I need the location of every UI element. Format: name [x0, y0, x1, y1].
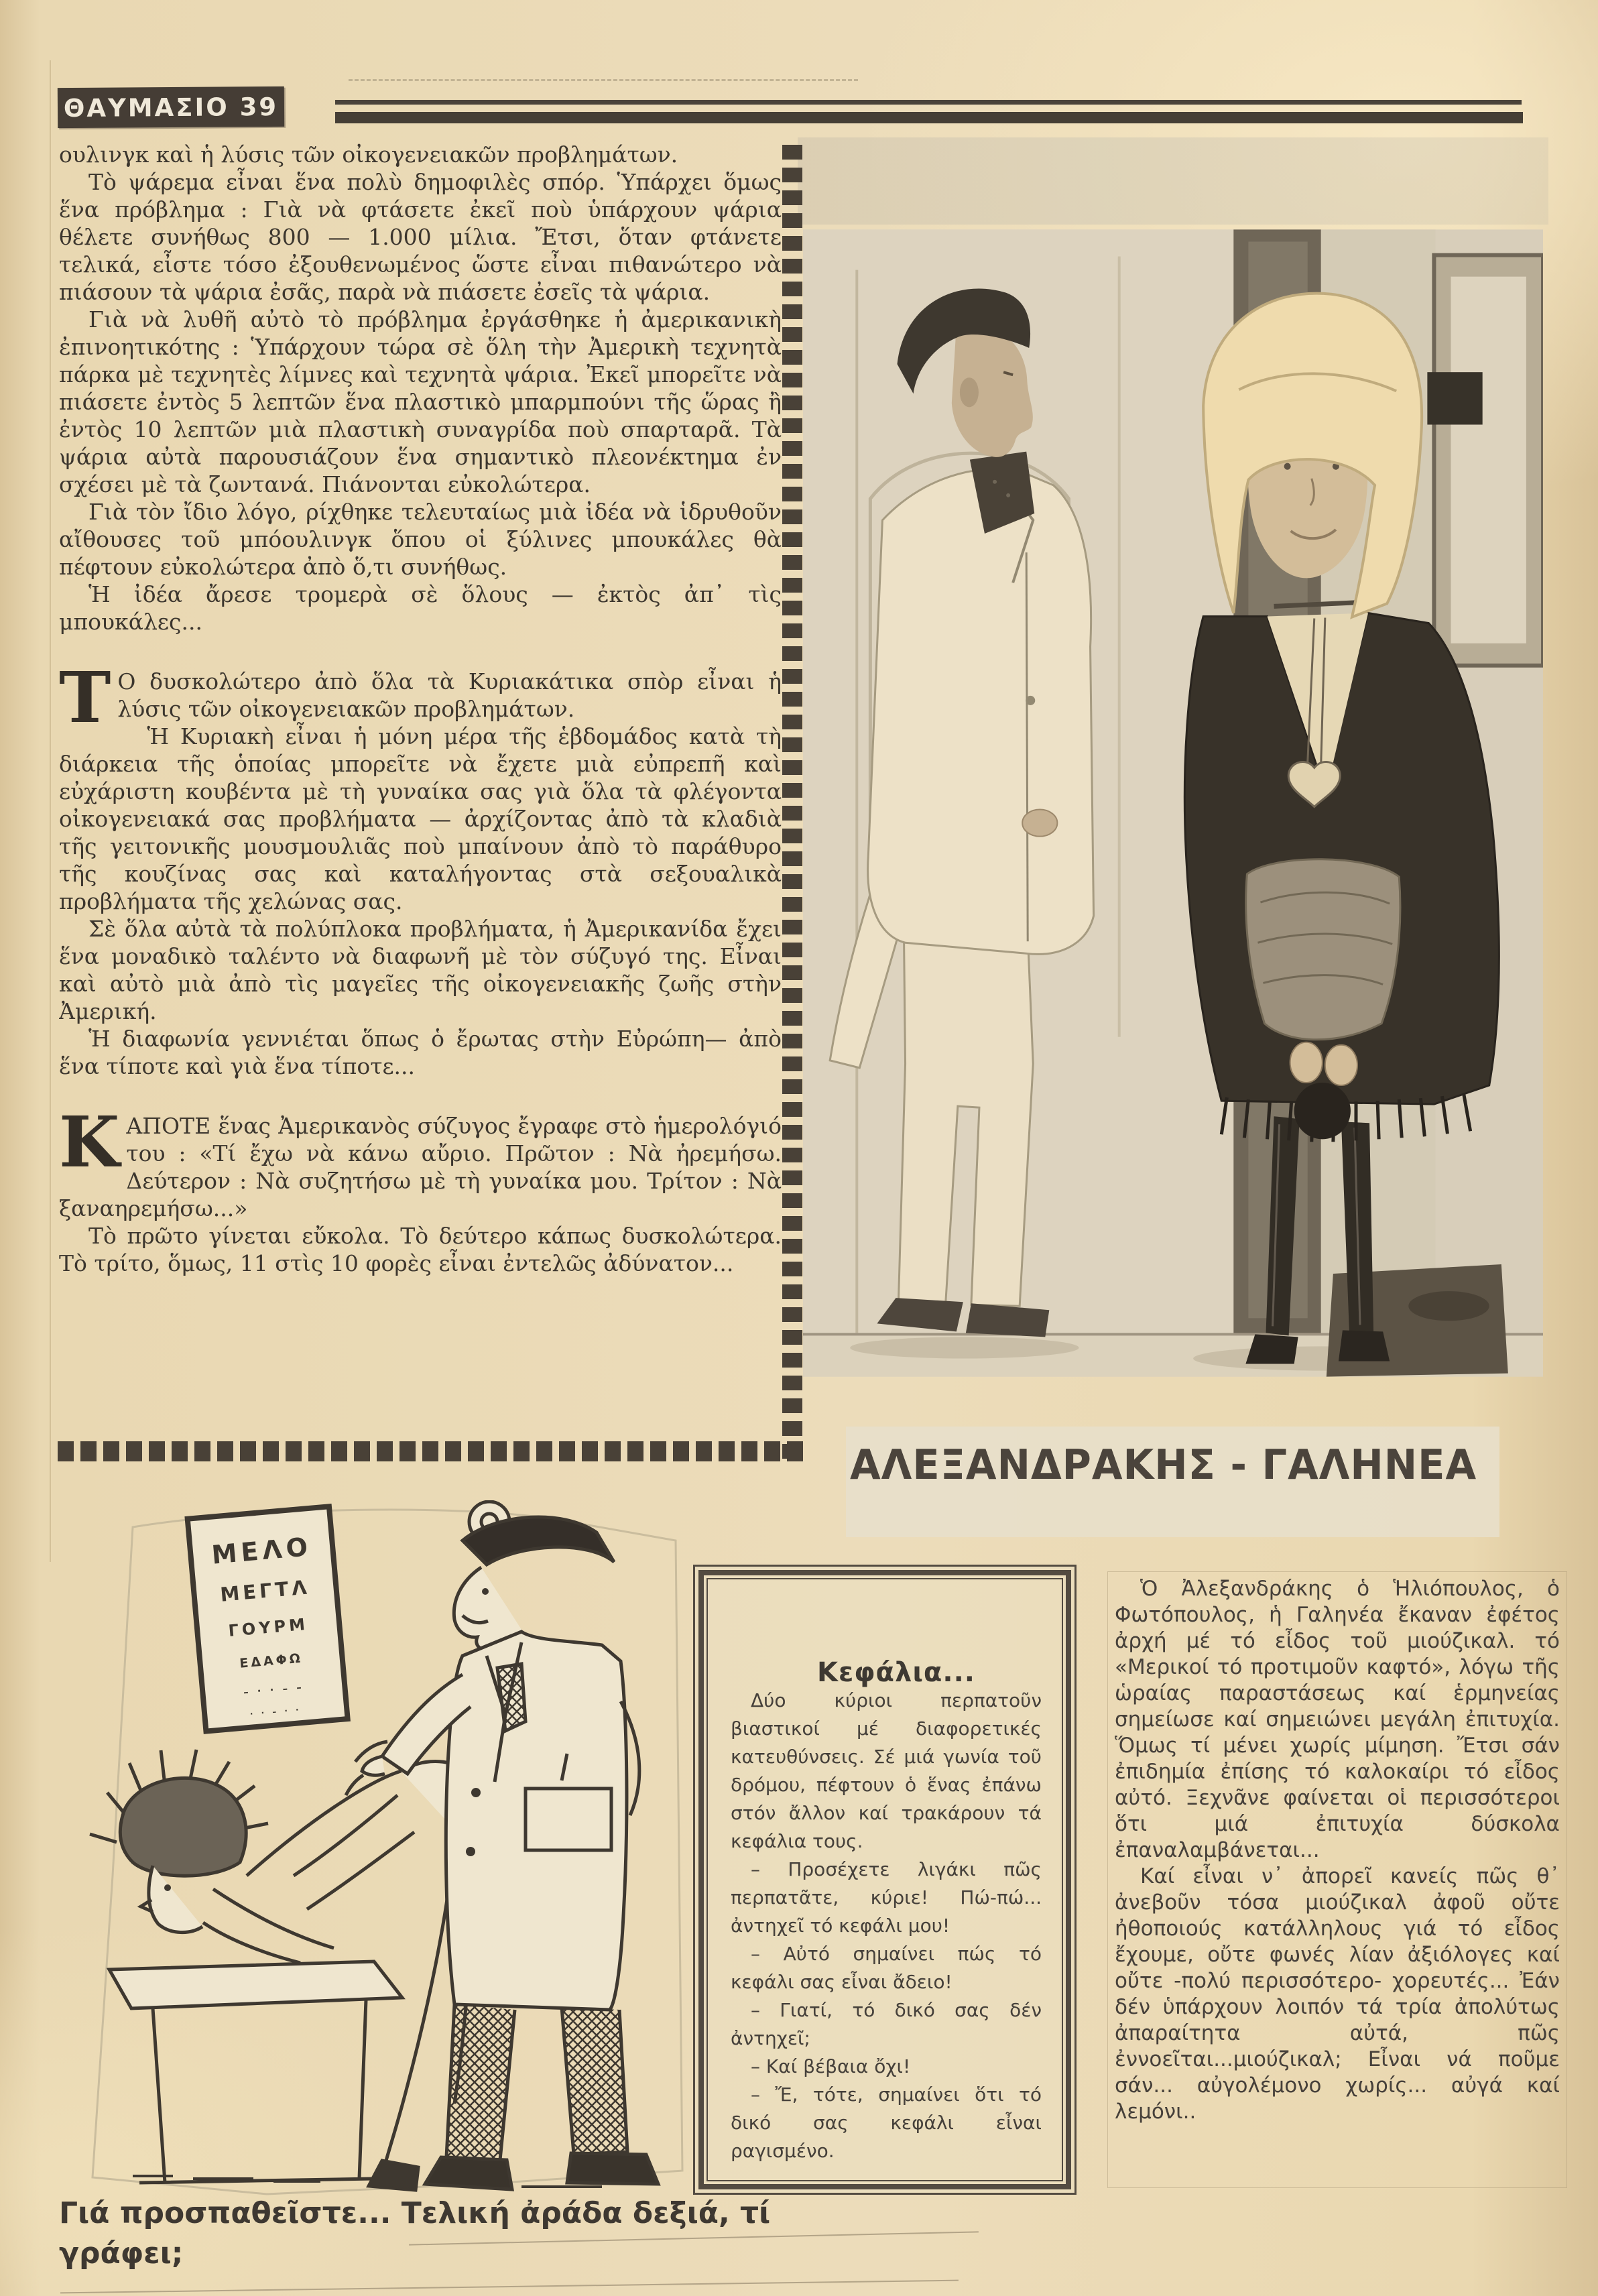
man-hand	[1022, 810, 1057, 837]
coat-button	[466, 1847, 475, 1856]
patient-heel-shoe	[369, 2161, 418, 2190]
paragraph-text: ΑΠΟΤΕ ἕνας Ἀμερικανὸς σύζυγος ἔγραφε στὸ ἡμερολόγιό του : «Τί ἔχω νὰ κάνω αὔριο. Πρῶτον : Νὰ ἠρεμήσω. Δεύτερον : Νὰ συζητήσω μὲ τὴ γυναίκα μου. Τρίτον : Νὰ ξαναηρεμήσω...»	[59, 1113, 782, 1221]
header-dotted-rule	[349, 79, 858, 81]
paragraph: Τὸ πρῶτο γίνεται εὔκολα. Τὸ δεύτερο κάπως δυσκολώτερα. Τὸ τρίτο, ὅμως, 11 στὶς 10 φορὲς εἶναι ἐντελῶς ἀδύνατον...	[59, 1223, 782, 1276]
paragraph: ουλινγκ καὶ ἡ λύσις τῶν οἰκογενειακῶν προβλημάτων.	[59, 141, 678, 168]
joke-title: Κεφάλια...	[817, 1657, 975, 1688]
woman-shoe	[1339, 1330, 1390, 1361]
eye-chart-row: ΕΔΑΦΩ	[239, 1650, 304, 1671]
dark-wall-patch	[1427, 372, 1482, 424]
eye-chart-row: ΓΟΥΡΜ	[227, 1614, 310, 1641]
article-section	[59, 656, 782, 1080]
header-thin-rule	[335, 100, 1522, 105]
joke-paragraph: Δύο κύριοι περπατοῦν βιαστικοί μέ διαφορετικές κατευθύνσεις. Σέ μιά γωνία τοῦ δρόμου, πέφτουν ὁ ἕνας ἐπάνω στόν ἄλλον καί τρακάρουν τά κεφάλια τους.	[731, 1689, 1042, 1852]
eye-chart	[188, 1506, 348, 1731]
patient-hair	[120, 1778, 246, 1876]
exam-table	[109, 1961, 402, 2183]
drop-cap: Τ	[59, 656, 111, 739]
paragraph: Σὲ ὅλα αὐτὰ τὰ πολύπλοκα προβλήματα, ἡ Ἀμερικανίδα ἔχει ἕνα μοναδικὸ ταλέντο νὰ διαφωνῆ μὲ τὸν σύζυγό της. Εἶναι καὶ αὐτὸ μιὰ ἀπὸ τὶς μαγεῖες τῆς οἰκογενειακῆς ζωῆς στὴν Ἀμερική.	[59, 916, 782, 1024]
cravat-dot	[1006, 493, 1010, 497]
joke-box-content	[706, 1578, 1063, 2181]
paragraph: Τὸ ψάρεμα εἶναι ἕνα πολὺ δημοφιλὲς σπόρ. Ὑπάρχει ὅμως ἕνα πρόβλημα : Γιὰ νὰ φτάσετε ἐκεῖ ποὺ ὑπάρχουν ψάρια θέλετε συνήθως 800 — 1.000 μίλια. Ἔτσι, ὅταν φτάνετε τελικά, εἶστε τόσο ἐξουθενωμένος ὥστε εἶναι πιθανώτερο νὰ πιάσουν τὰ ψάρια ἐσᾶς, παρὰ νὰ πιάσετε ἐσεῖς τὰ ψάρια.	[59, 169, 782, 305]
doctor-shoe	[567, 2153, 658, 2184]
doctor-hand	[362, 1756, 385, 1775]
doctor-coat	[446, 1632, 627, 2010]
joke-paragraph: – Καί βέβαια ὄχι!	[751, 2055, 911, 2077]
doctor-trousers	[446, 2004, 627, 2160]
caption-line-1: Γιά προσπαθεῖστε... Τελική ἀράδα δεξιά, τί	[59, 2196, 771, 2230]
joke-paragraph: – Γιατί, τό δικό σας δέν ἀντηχεῖ;	[731, 1999, 1042, 2049]
paragraph-with-dropcap	[59, 1101, 782, 1222]
eye-chart-row: · · – · ·	[249, 1705, 302, 1719]
caption-line-2: γράφει;	[59, 2236, 184, 2271]
joke-paragraph: – Αὐτό σημαίνει πώς τό κεφάλι σας εἶναι ἄδειο!	[731, 1943, 1042, 1993]
scan-hairline	[60, 2280, 959, 2294]
page-fold-line	[50, 60, 51, 1562]
article-section	[59, 1101, 782, 1277]
joke-paragraph: – Ἔ, τότε, σημαίνει ὅτι τό δικό σας κεφάλι εἶναι ραγισμένο.	[731, 2083, 1042, 2162]
drop-cap: Κ	[59, 1101, 120, 1183]
woman-hand	[1325, 1045, 1357, 1085]
waist-sash	[1246, 859, 1400, 1040]
header-thick-rule	[335, 112, 1523, 123]
paragraph-with-dropcap	[59, 656, 782, 739]
stage-photo	[803, 229, 1543, 1377]
vertical-checkered-divider	[782, 142, 802, 1464]
page-title: ΘΑΥΜΑΣΙΟ 39	[63, 92, 279, 123]
dark-furniture-detail	[1408, 1291, 1489, 1321]
man-jacket	[868, 469, 1094, 954]
woman-eye	[1284, 463, 1291, 470]
scan-smudge	[798, 137, 1548, 225]
paragraph: Καί εἶναι ν᾽ ἀπορεῖ κανείς πῶς θ᾽ ἀνεβοῦν τόσα μιούζικαλ ἀφοῦ οὔτε ἠθοποιούς κατάλληλους γιά τό εἶδος ἔχουμε, οὔτε φωνές λίαν ἀξιόλογες καί οὔτε -πολύ περισσότερο- χορευτές... Ἐάν δέν ὑπάρχουν λοιπόν τά τρία ἀπολύτως ἀπαραίτητα αὐτά, πῶς ἐννοεῖται...μιούζικαλ; Εἶναι νά ποῦμε σάν... αὐγολέμονο χωρίς... αὐγά καί λεμόνι..	[1115, 1864, 1560, 2124]
patient-eye	[164, 1884, 171, 1891]
jacket-edge	[1026, 552, 1028, 941]
paragraph: Ἡ Κυριακὴ εἶναι ἡ μόνη μέρα τῆς ἑβδομάδος κατὰ τὴ διάρκεια τῆς ὁποίας μπορεῖτε νὰ ἔχετε μιὰ εὐπρεπῆ καὶ εὐχάριστη κουβέντα μὲ τὴ γυναίκα σας γιὰ ὅλα τὰ φλέγοντα οἰκογενειακά σας προβλήματα — ἀρχίζοντας ἀπὸ τὰ κλαδιὰ τῆς γειτονικῆς μουσμουλιᾶς ποὺ μπαίνουν ἀπὸ τὸ παράθυρο τῆς κουζίνας σας καὶ καταλήγοντας στὰ σεξουαλικὰ προβλήματα τῆς χελώνας σας.	[59, 723, 782, 914]
joke-paragraph: – Προσέχετε λιγάκι πῶς περπατᾶτε, κύριε! Πώ-πώ... ἀντηχεῖ τό κεφάλι μου!	[731, 1858, 1042, 1937]
paragraph: Γιὰ τὸν ἴδιο λόγο, ρίχθηκε τελευταίως μιὰ ἰδέα νὰ ἱδρυθοῦν αἴθουσες τοῦ μπόουλινγκ ὅπου οἱ ξύλινες μπουκάλες θὰ πέφτουν εὐκολώτερα ἀπὸ ὅ,τι συνήθως.	[59, 499, 782, 580]
doctor-cartoon	[52, 1500, 690, 2201]
cartoon-caption	[59, 2193, 904, 2274]
doctor-eye	[482, 1588, 489, 1595]
masthead-box	[58, 86, 284, 128]
article-right-column	[1107, 1571, 1567, 2188]
photo-headline: ΑΛΕΞΑΝΔΡΑΚΗΣ - ΓΑΛΗΝΕΑ	[850, 1440, 1477, 1489]
joke-box	[693, 1565, 1077, 2195]
eye-chart-row: ΜΕΛΟ	[210, 1531, 313, 1570]
cravat-dot	[993, 480, 997, 484]
shadow	[850, 1337, 1079, 1358]
paragraph: Ἡ διαφωνία γεννιέται ὅπως ὁ ἔρωτας στὴν Εὐρώπη— ἀπὸ ἕνα τίποτε καὶ γιὰ ἕνα τίποτε...	[59, 1026, 782, 1079]
patient-arms	[203, 1889, 334, 1963]
slip-dress-folds	[294, 1795, 414, 1909]
paragraph: Ἡ ἰδέα ἄρεσε τρομερὰ σὲ ὅλους — ἐκτὸς ἀπ᾽ τὶς μπουκάλες...	[59, 581, 782, 635]
woman-hand	[1290, 1042, 1323, 1083]
doctor-shoe	[425, 2157, 512, 2189]
coat-button	[471, 1788, 481, 1797]
eye-chart-row: – · · – –	[243, 1681, 305, 1699]
article-left-column	[59, 141, 782, 1445]
small-bag	[1294, 1083, 1351, 1139]
jacket-button	[1026, 696, 1035, 705]
joke-box-mid-border	[698, 1570, 1071, 2189]
paragraph-text: Ο δυσκολώτερο ἀπὸ ὅλα τὰ Κυριακάτικα σπὸρ εἶναι ἡ λύσις τῶν οἰκογενειακῶν προβλημάτων.	[117, 668, 782, 722]
eye-chart-row: ΜΕΓΤΛ	[219, 1575, 311, 1606]
man-ear	[960, 377, 979, 407]
paragraph: Ὁ Ἀλεξανδράκης ὁ Ἡλιόπουλος, ὁ Φωτόπουλος, ἡ Γαληνέα ἔκαναν ἐφέτος ἀρχή μέ τό εἶδος τοῦ μιούζικαλ. τό «Μερικοί τό προτιμοῦν καφτό», λόγω τῆς ὡραίας παραστάσεως καί ἑρμηνείας σημείωσε καί σημειώνει μεγάλη ἐπιτυχία. Ὅμως τί μένει χωρίς μίμηση. Ἔτσι σάν ἐπιδημία ἐπίσης τό καλοκαίρι τό εἶδος αὐτό. Ξεχνᾶνε φαίνεται οἱ περισσότεροι ὅτι μιά ἐπιτυχία δύσκολα ἐπαναλαμβάνεται...	[1115, 1577, 1560, 1862]
paragraph: Γιὰ νὰ λυθῆ αὐτὸ τὸ πρόβλημα ἐργάσθηκε ἡ ἀμερικανικὴ ἐπινοητικότης : Ὑπάρχουν τώρα σὲ ὅλη τὴν Ἀμερικὴ τεχνητὰ πάρκα μὲ τεχνητὲς λίμνες καὶ τεχνητὰ ψάρια. Ἐκεῖ μπορεῖτε νὰ πιάσετε ἐντὸς 5 λεπτῶν ἕνα πλαστικὸ μπαρμπούνι τῆς ὥρας ἢ ἐντὸς 10 λεπτῶν μιὰ πλαστικὴ συναγρίδα ποὺ σπαρταρᾶ. Τὰ ψάρια αὐτὰ παρουσιάζουν ἕνα σημαντικὸ πλεονέκτημα ἐν σχέσει μὲ τὰ ζωντανά. Πιάνονται εὐκολώτερα.	[59, 306, 782, 497]
picture-inner	[1451, 277, 1526, 644]
